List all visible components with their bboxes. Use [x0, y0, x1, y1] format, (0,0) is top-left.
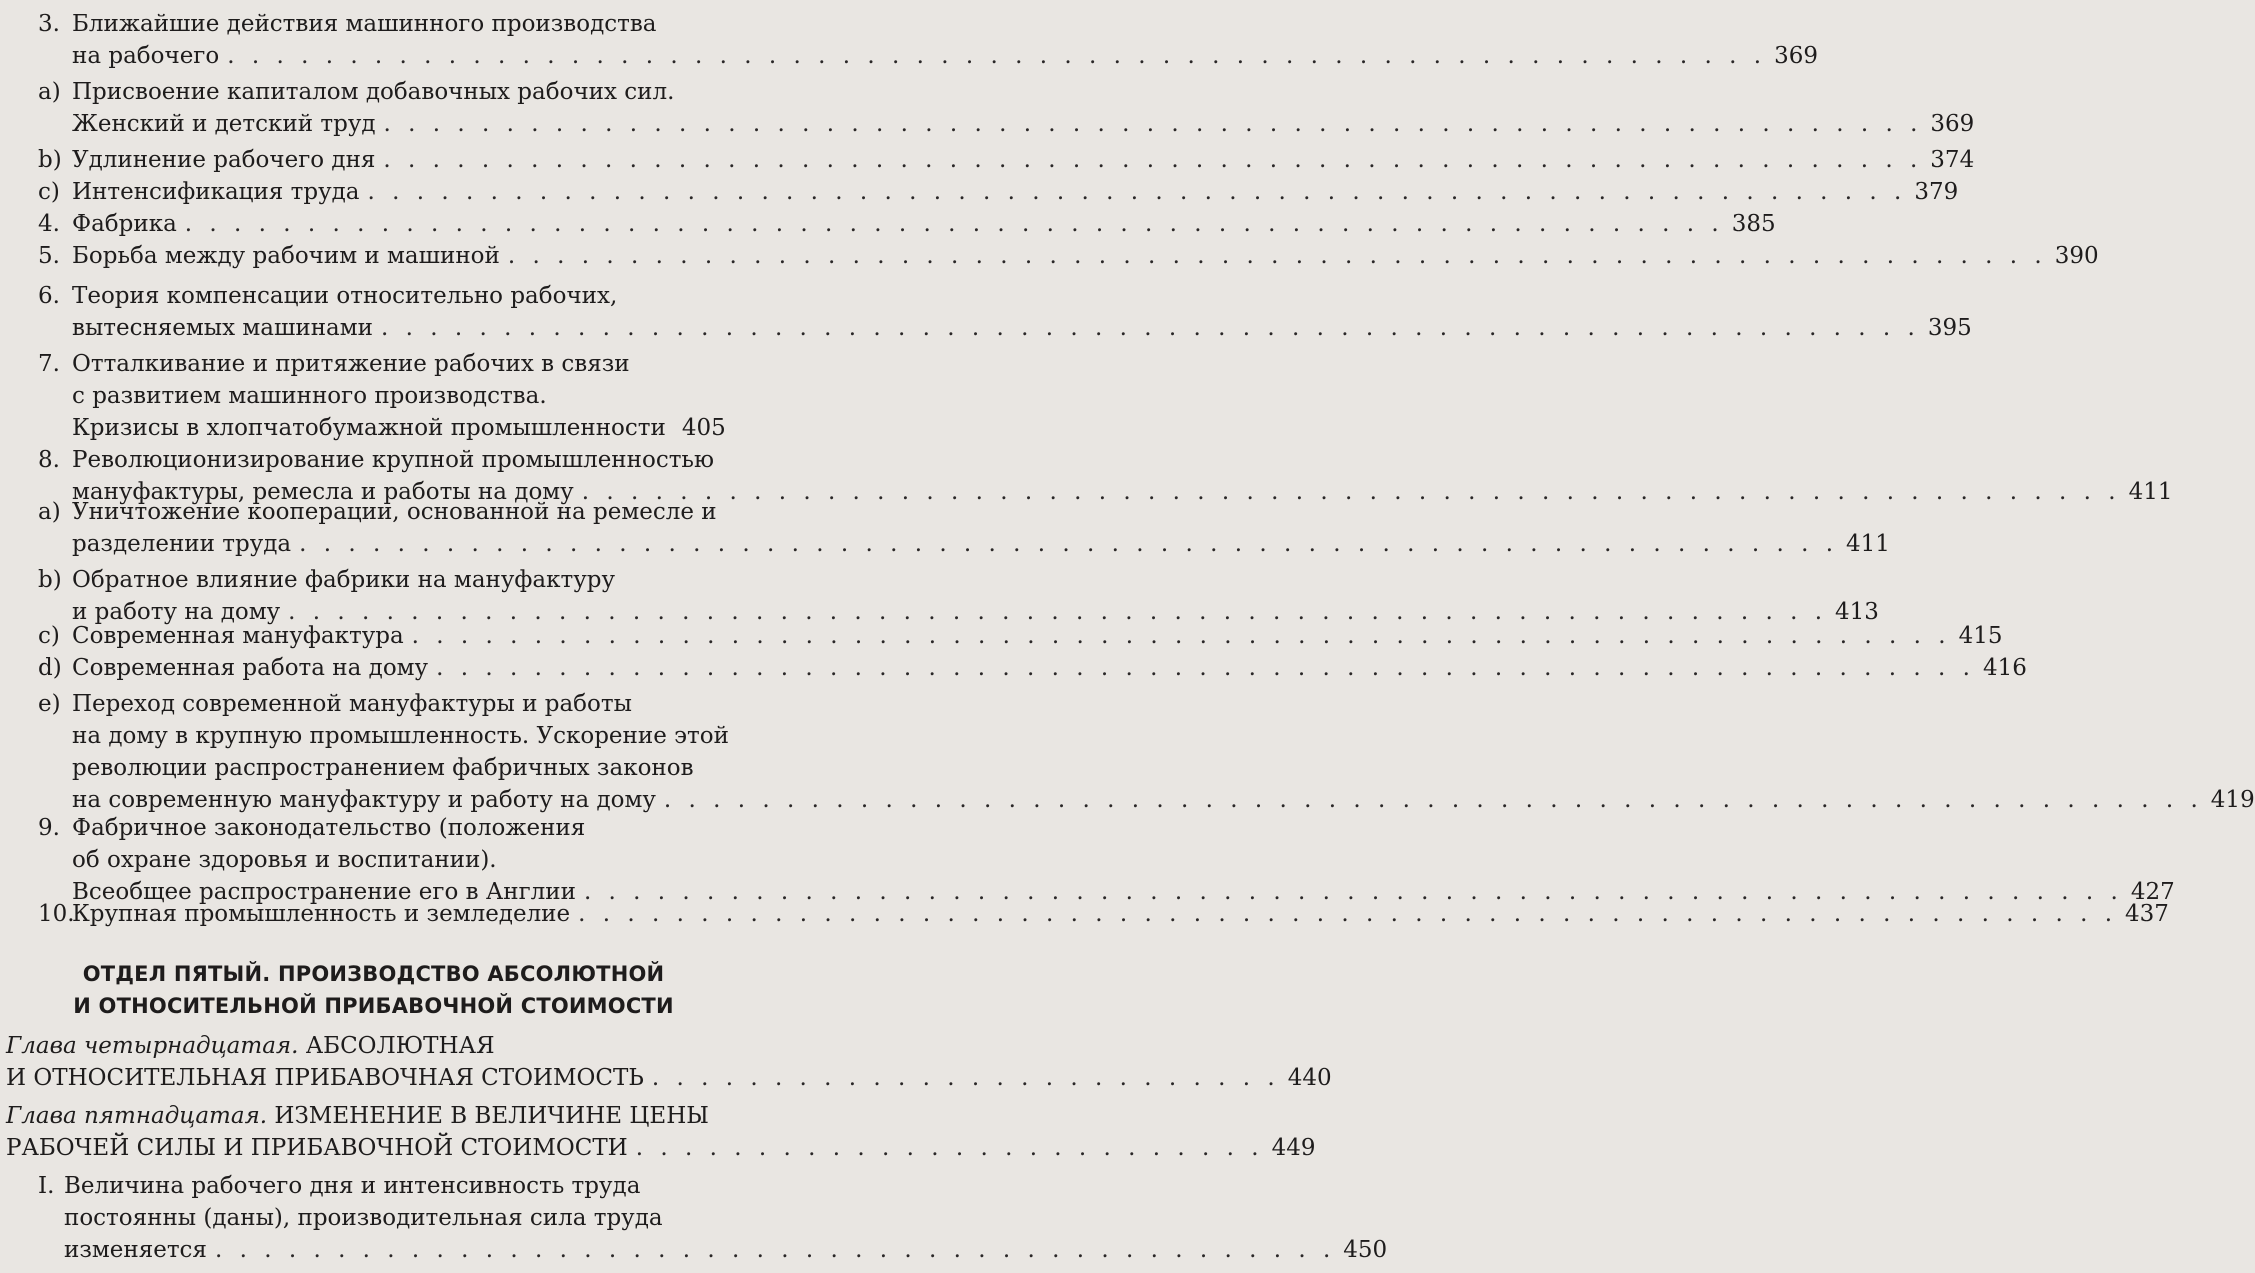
- leader-dots: . . . . . . . . . . . . . . . . . . . . . . . . . . . . . . . . . . . . . . . . . . . . . . . . . . . . . . . . . . . . . . .: [367, 179, 1907, 205]
- entry-text-line: Женский и детский труд: [72, 111, 376, 137]
- leader-dots: . . . . . . . . . . . . . . . . . . . . . . . . . . . . . . . . . . . . . . . . . . . . . . . . . . . . . . . . . . . . . . .: [299, 531, 1839, 557]
- page-number: 450: [1343, 1237, 1388, 1263]
- entry-number: 3.: [38, 11, 60, 37]
- page-number: 415: [1958, 623, 2003, 649]
- entry-text-line: Революционизирование крупной промышленностью: [72, 447, 714, 473]
- page-number: 440: [1287, 1065, 1332, 1091]
- toc-entry[interactable]: [38, 208, 1776, 240]
- toc-entry[interactable]: [38, 8, 1818, 72]
- page-number: 411: [1846, 531, 1890, 557]
- chapter-title-line: И ОТНОСИТЕЛЬНАЯ ПРИБАВОЧНАЯ СТОИМОСТЬ: [6, 1065, 644, 1091]
- entry-number: 10.: [38, 901, 75, 927]
- entry-text-line: постоянны (даны), производительная сила труда: [64, 1205, 663, 1231]
- entry-text-line: революции распространением фабричных законов: [72, 755, 694, 781]
- entry-text-line: с развитием машинного производства.: [72, 383, 547, 409]
- page-number: 416: [1982, 655, 2027, 681]
- toc-entry[interactable]: [38, 564, 1879, 628]
- leader-dots: . . . . . . . . . . . . . . . . . . . . . . . . . . . . . . . . . . . . . . . . . . . . . . . . . . . . . . . . . . . . . . .: [507, 243, 2047, 269]
- page-number: 437: [2125, 901, 2169, 927]
- leader-dots: . . . . . . . . . . . . . . . . . . . . . . . . . . . . . . . . . . . . . . . . . . . . . . . . . . . . . . . . . . . . . . .: [288, 599, 1828, 625]
- entry-text-line: на рабочего: [72, 43, 220, 69]
- entry-text-line: Обратное влияние фабрики на мануфактуру: [72, 567, 615, 593]
- entry-text-line: разделении труда: [72, 531, 292, 557]
- entry-text-line: Всеобщее распространение его в Англии: [72, 879, 576, 905]
- section-heading-line-2: И ОТНОСИТЕЛЬНОЙ ПРИБАВОЧНОЙ СТОИМОСТИ: [73, 994, 674, 1018]
- page-number: 385: [1731, 211, 1776, 237]
- entry-text-line: на современную мануфактуру и работу на дому: [72, 787, 656, 813]
- leader-dots: . . . . . . . . . . . . . . . . . . . . . . . . . . . . . . . . . . . . . . . . . . . . . . . . . . . . . . . . . . . . . . .: [380, 315, 1920, 341]
- page-number: 395: [1927, 315, 1972, 341]
- toc-entry[interactable]: [38, 688, 2255, 816]
- section-heading-line-1: ОТДЕЛ ПЯТЫЙ. ПРОИЗВОДСТВО АБСОЛЮТНОЙ: [82, 962, 665, 986]
- entry-text-line: Фабрика: [72, 211, 177, 237]
- page-number: 427: [2130, 879, 2175, 905]
- toc-entry[interactable]: [38, 280, 1972, 344]
- page-number: 390: [2054, 243, 2099, 269]
- toc-entry[interactable]: [38, 348, 726, 444]
- entry-number: b): [38, 567, 62, 593]
- toc-entry[interactable]: [38, 620, 2003, 652]
- entry-number: b): [38, 147, 62, 173]
- page-number: 419: [2210, 787, 2255, 813]
- toc-entry[interactable]: [38, 144, 1975, 176]
- toc-entry[interactable]: [38, 240, 2099, 272]
- entry-text-line: Современная мануфактура: [72, 623, 404, 649]
- entry-number: 8.: [38, 447, 60, 473]
- page-number: 379: [1914, 179, 1959, 205]
- entry-number: c): [38, 623, 60, 649]
- entry-number: c): [38, 179, 60, 205]
- entry-text-line: Присвоение капиталом добавочных рабочих сил.: [72, 79, 675, 105]
- page-number: 405: [681, 415, 726, 441]
- entry-text-line: Величина рабочего дня и интенсивность труда: [64, 1173, 641, 1199]
- chapter-title-line: АБСОЛЮТНАЯ: [305, 1033, 495, 1059]
- entry-number: 4.: [38, 211, 60, 237]
- page-number: 413: [1835, 599, 1879, 625]
- leader-dots: . . . . . . . . . . . . . . . . . . . . . . . . . . . . . . . . . . . . . . . . . . . . . . . . . . . . . . . . . . . . . . .: [383, 111, 1923, 137]
- entry-text-line: Интенсификация труда: [72, 179, 360, 205]
- entry-number: 7.: [38, 351, 60, 377]
- entry-text-line: Кризисы в хлопчатобумажной промышленности: [72, 415, 666, 441]
- entry-text-line: на дому в крупную промышленность. Ускорение этой: [72, 723, 729, 749]
- entry-number: e): [38, 691, 61, 717]
- page-number: 411: [2128, 479, 2173, 505]
- toc-entry[interactable]: [38, 496, 1890, 560]
- leader-dots: . . . . . . . . . . . . . . . . . . . . . . . . . . . . . . . . . . . . . . . . . . . . . . . . . . . . . . . . . . . . . . .: [227, 43, 1767, 69]
- entry-text-line: Переход современной мануфактуры и работы: [72, 691, 632, 717]
- entry-text-line: и работу на дому: [72, 599, 281, 625]
- page-number: 449: [1271, 1135, 1316, 1161]
- entry-text-line: Фабричное законодательство (положения: [72, 815, 586, 841]
- toc-entry[interactable]: [38, 176, 1959, 208]
- leader-dots: . . . . . . . . . . . . . . . . . . . . . . . . . . . . . . . . . . . . . . . . . . . . . . . . . . . . . . . . . . . . . . .: [383, 147, 1923, 173]
- chapter-title-line: РАБОЧЕЙ СИЛЫ И ПРИБАВОЧНОЙ СТОИМОСТИ: [6, 1135, 628, 1161]
- toc-entry[interactable]: [38, 812, 2175, 908]
- entry-text-line: Отталкивание и притяжение рабочих в связи: [72, 351, 630, 377]
- leader-dots: . . . . . . . . . . . . . . . . . . . . . . . . . . . . . . . . . . . . . . . . . . . . . . . . . . . . . . . . . . . . . . .: [581, 479, 2121, 505]
- chapter-label: Глава пятнадцатая.: [6, 1103, 268, 1129]
- entry-text-line: Ближайшие действия машинного производства: [72, 11, 657, 37]
- entry-text-line: мануфактуры, ремесла и работы на дому: [72, 479, 574, 505]
- entry-text-line: Теория компенсации относительно рабочих,: [72, 283, 618, 309]
- leader-dots: . . . . . . . . . . . . . . . . . . . . . . . . . . . . . . . . . . . . . . . . . . . . . . . . . . . . . . . . . . . . . . .: [436, 655, 1975, 681]
- chapter-14-entry[interactable]: Глава четырнадцатая. АБСОЛЮТНАЯ И ОТНОСИТЕЛЬНАЯ ПРИБАВОЧНАЯ СТОИМОСТЬ . . . . . . . . . . . . . . . . . . . . . . . . . . 440: [6, 1030, 721, 1094]
- leader-dots: . . . . . . . . . . . . . . . . . . . . . . . . . . . . . . . . . . . . . . . . . . . . . . . . . . . . . . . . . . . . . . .: [411, 623, 1951, 649]
- entry-number: I.: [38, 1173, 55, 1199]
- page-number: 369: [1930, 111, 1975, 137]
- entry-number: a): [38, 79, 61, 105]
- leader-dots: . . . . . . . . . . . . . . . . . . . . . . . . . . . . . . . . . . . . . . . . . . . . . . . . . . . . . . . . . . . . . . .: [578, 901, 2118, 927]
- leader-dots: . . . . . . . . . . . . . . . . . . . . . . . . . . . . . . . . . . . . . . . . . . . . . . . . . . . . . . . . . . . . . . .: [184, 211, 1724, 237]
- leader-dots: . . . . . . . . . . . . . . . . . . . . . . . . . . . . . . . . . . . . . . . . . . . . . . . . . . . . . . . . . . . . . . .: [663, 787, 2203, 813]
- entry-text-line: Борьба между рабочим и машиной: [72, 243, 500, 269]
- leader-dots: . . . . . . . . . . . . . . . . . . . . . . . . . . . . . . . . . . . . . . . . . . . . . . . . . . . . . . . . . . . . . . .: [583, 879, 2123, 905]
- entry-number: a): [38, 499, 61, 525]
- entry-number: 5.: [38, 243, 60, 269]
- page-number: 374: [1930, 147, 1975, 173]
- entry-text-line: Уничтожение кооперации, основанной на ремесле и: [72, 499, 717, 525]
- entry-text-line: об охране здоровья и воспитании).: [72, 847, 497, 873]
- entry-text-line: изменяется: [64, 1237, 207, 1263]
- chapter-15-entry[interactable]: Глава пятнадцатая. ИЗМЕНЕНИЕ В ВЕЛИЧИНЕ ЦЕНЫ РАБОЧЕЙ СИЛЫ И ПРИБАВОЧНОЙ СТОИМОСТИ . . . . . . . . . . . . . . . . . . . . . . . . . . 449: [6, 1100, 721, 1164]
- entry-number: 6.: [38, 283, 60, 309]
- entry-text-line: вытесняемых машинами: [72, 315, 373, 341]
- toc-entry[interactable]: [38, 898, 2169, 930]
- toc-entry[interactable]: [38, 76, 1975, 140]
- sub-entry-I[interactable]: I. Величина рабочего дня и интенсивность труда постоянны (даны), производительная сила труда изменяется . . . . . . . . . . . . . . . . . . . . . . . . . . . . . . . . . . . . . . . . . . . . . . 450: [38, 1170, 721, 1266]
- page-number: 369: [1774, 43, 1818, 69]
- entry-text-line: Крупная промышленность и земледелие: [72, 901, 571, 927]
- chapter-label: Глава четырнадцатая.: [6, 1033, 299, 1059]
- entry-number: d): [38, 655, 62, 681]
- entry-number: 9.: [38, 815, 60, 841]
- entry-text-line: Современная работа на дому: [72, 655, 429, 681]
- toc-entry[interactable]: [38, 652, 2027, 684]
- entry-text-line: Удлинение рабочего дня: [72, 147, 376, 173]
- chapter-title-line: ИЗМЕНЕНИЕ В ВЕЛИЧИНЕ ЦЕНЫ: [274, 1103, 709, 1129]
